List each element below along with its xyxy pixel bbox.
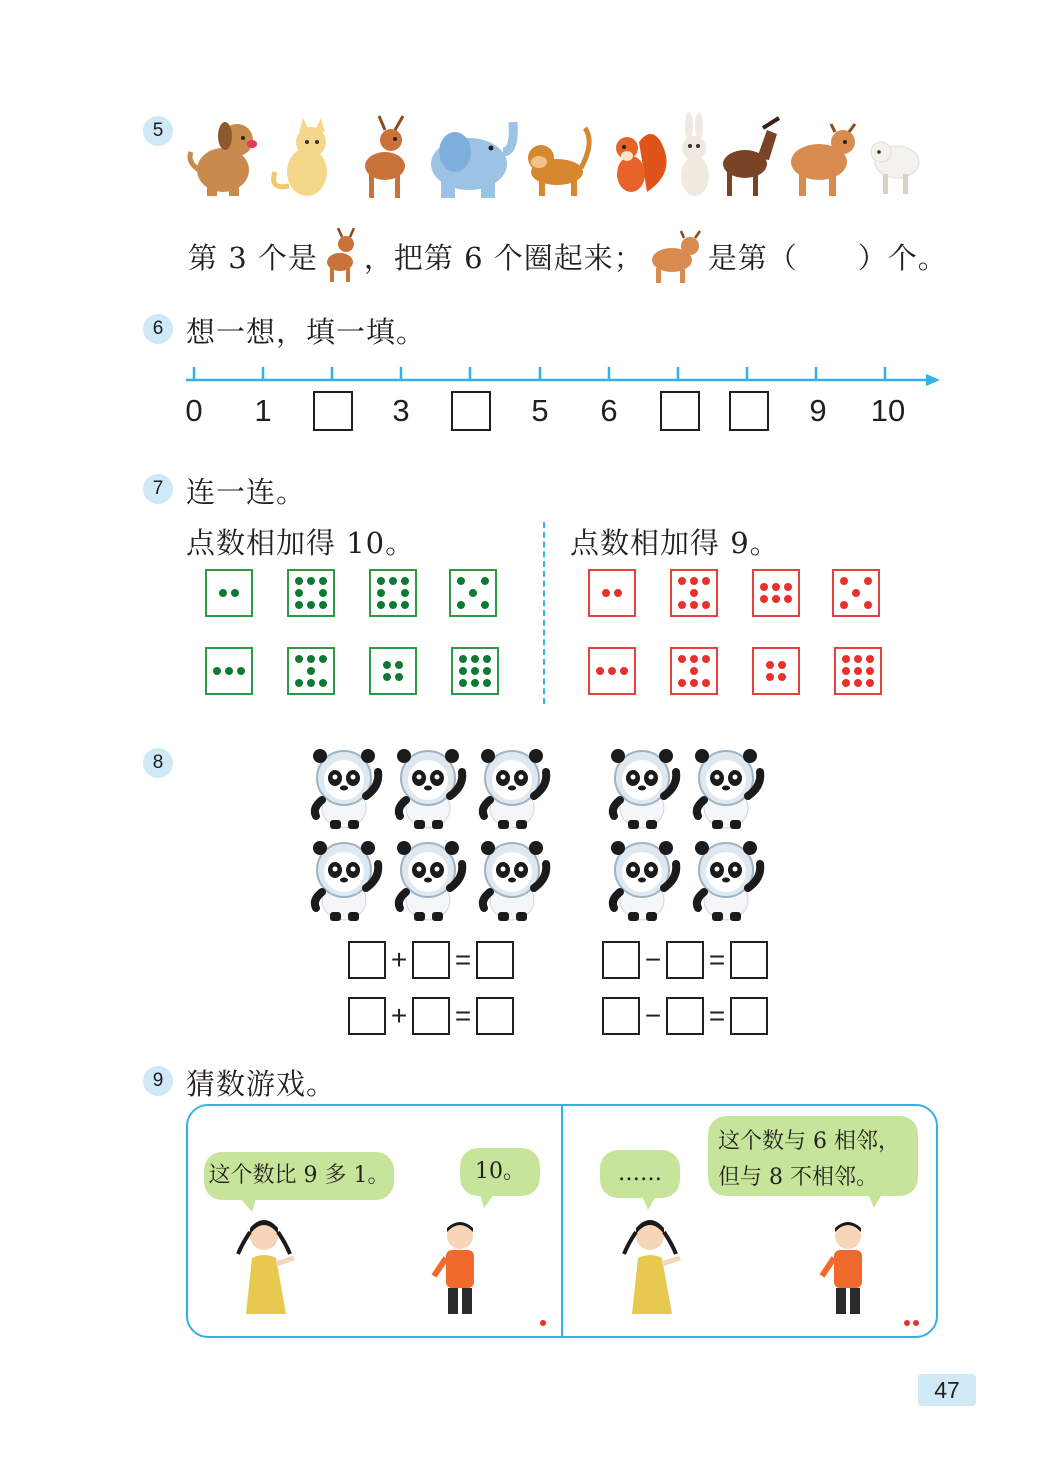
dice-pip bbox=[690, 679, 698, 687]
answer-box[interactable] bbox=[412, 941, 450, 979]
tick-label-9: 9 bbox=[809, 393, 827, 428]
dice-pip bbox=[469, 589, 477, 597]
die-red[interactable] bbox=[752, 569, 800, 617]
blank-box[interactable] bbox=[729, 391, 769, 431]
panda-mascot bbox=[306, 746, 386, 834]
subtraction-equation bbox=[602, 997, 768, 1035]
dice-pip bbox=[377, 589, 385, 597]
dice-pip bbox=[401, 577, 409, 585]
dice-pip bbox=[866, 667, 874, 675]
tick-label-0: 0 bbox=[185, 393, 203, 428]
dice-pip bbox=[864, 577, 872, 585]
dice-pip bbox=[772, 595, 780, 603]
cow-icon bbox=[648, 228, 704, 284]
dice-pips bbox=[754, 571, 798, 615]
dice-pip bbox=[678, 679, 686, 687]
dice-pip bbox=[702, 679, 710, 687]
die-red[interactable] bbox=[670, 569, 718, 617]
panda-mascot-icon bbox=[390, 746, 470, 830]
squirrel-icon bbox=[616, 134, 667, 192]
dice-pip bbox=[842, 679, 850, 687]
girl-icon bbox=[614, 1214, 688, 1318]
dice-pip bbox=[842, 655, 850, 663]
panda-mascot bbox=[306, 838, 386, 926]
dice-pip bbox=[866, 679, 874, 687]
panda-mascot-icon bbox=[688, 746, 768, 830]
dice-pip bbox=[395, 661, 403, 669]
dice-pip bbox=[772, 583, 780, 591]
dice-pips bbox=[289, 571, 333, 615]
tick-label-5: 5 bbox=[531, 393, 549, 428]
dice-pip bbox=[483, 667, 491, 675]
subtraction-equation bbox=[602, 941, 768, 979]
dice-pip bbox=[225, 667, 233, 675]
dice-pips bbox=[371, 649, 415, 693]
dice-pip bbox=[457, 601, 465, 609]
dice-pip bbox=[319, 589, 327, 597]
cat-icon bbox=[274, 118, 327, 196]
dice-pip bbox=[383, 673, 391, 681]
dice-pip bbox=[854, 679, 862, 687]
answer-box[interactable] bbox=[666, 997, 704, 1035]
dice-pip bbox=[483, 655, 491, 663]
die-red[interactable] bbox=[752, 647, 800, 695]
question-number-6: 6 bbox=[143, 314, 173, 344]
cow-icon bbox=[791, 124, 855, 196]
speech-bubble-girl bbox=[204, 1152, 394, 1200]
dice-pips bbox=[834, 571, 878, 615]
girl-speech-text: 这个数比 9 多 1。 bbox=[208, 1163, 390, 1188]
dice-pip bbox=[231, 589, 239, 597]
number-line bbox=[180, 364, 950, 394]
answer-box[interactable] bbox=[730, 997, 768, 1035]
dice-pip bbox=[401, 601, 409, 609]
plus-sign: + bbox=[390, 944, 408, 975]
panda-mascot bbox=[474, 746, 554, 834]
dice-pips bbox=[754, 649, 798, 693]
blank-box[interactable] bbox=[660, 391, 700, 431]
dice-pip bbox=[459, 655, 467, 663]
dice-pip bbox=[307, 577, 315, 585]
die-red[interactable] bbox=[832, 569, 880, 617]
dice-pip bbox=[690, 589, 698, 597]
dog-icon bbox=[190, 122, 257, 196]
die-green[interactable] bbox=[205, 569, 253, 617]
dice-pip bbox=[766, 673, 774, 681]
question-number-7: 7 bbox=[143, 474, 173, 504]
dice-pip bbox=[608, 667, 616, 675]
panda-mascot bbox=[390, 746, 470, 834]
equals-sign: = bbox=[708, 944, 726, 975]
dice-pip bbox=[778, 661, 786, 669]
die-green[interactable] bbox=[287, 647, 335, 695]
dice-pip bbox=[383, 661, 391, 669]
equals-sign: = bbox=[454, 944, 472, 975]
dice-pip bbox=[784, 583, 792, 591]
panda-mascot bbox=[688, 746, 768, 834]
dice-pip bbox=[389, 601, 397, 609]
elephant-icon bbox=[431, 122, 513, 198]
dice-pip bbox=[401, 589, 409, 597]
minus-sign: − bbox=[644, 1000, 662, 1031]
boy-icon bbox=[428, 1218, 492, 1318]
addition-equation bbox=[348, 941, 514, 979]
dice-pip bbox=[459, 679, 467, 687]
answer-box[interactable] bbox=[476, 941, 514, 979]
answer-box[interactable] bbox=[666, 941, 704, 979]
animal-row bbox=[185, 112, 945, 204]
question-number-9: 9 bbox=[143, 1066, 173, 1096]
deer-icon bbox=[365, 116, 405, 198]
dice-pip bbox=[596, 667, 604, 675]
dice-pip bbox=[307, 667, 315, 675]
dice-pip bbox=[471, 679, 479, 687]
dice-pip bbox=[237, 667, 245, 675]
dice-pip bbox=[866, 655, 874, 663]
dice-pip bbox=[702, 655, 710, 663]
tick-label-1: 1 bbox=[254, 393, 272, 428]
dice-pip bbox=[614, 589, 622, 597]
dice-pip bbox=[319, 577, 327, 585]
dice-pips bbox=[451, 571, 495, 615]
speech-bubble-boy bbox=[708, 1116, 918, 1196]
dice-pip bbox=[784, 595, 792, 603]
answer-box[interactable] bbox=[730, 941, 768, 979]
dice-pips bbox=[371, 571, 415, 615]
dice-pip bbox=[219, 589, 227, 597]
die-green[interactable] bbox=[451, 647, 499, 695]
dice-pips bbox=[672, 649, 716, 693]
bubble-tail bbox=[478, 1194, 496, 1210]
deer-icon bbox=[320, 228, 362, 284]
dice-pip bbox=[678, 655, 686, 663]
dice-pip bbox=[377, 577, 385, 585]
bubble-tail bbox=[238, 1198, 258, 1214]
panda-mascot-icon bbox=[688, 838, 768, 922]
panda-mascot-icon bbox=[390, 838, 470, 922]
dice-pips bbox=[590, 649, 634, 693]
q5-text-part1: 第 3 个是 bbox=[188, 240, 318, 275]
dice-pip bbox=[483, 679, 491, 687]
dice-pip bbox=[377, 601, 385, 609]
dice-pips bbox=[289, 649, 333, 693]
panda-mascot bbox=[604, 746, 684, 834]
red-dot-marker bbox=[538, 1318, 548, 1328]
dice-pip bbox=[864, 601, 872, 609]
dice-pip bbox=[854, 667, 862, 675]
dice-pip bbox=[319, 601, 327, 609]
die-red[interactable] bbox=[588, 569, 636, 617]
divider-dashed bbox=[543, 522, 545, 704]
mascot-group-right bbox=[604, 746, 776, 926]
rabbit-icon bbox=[681, 112, 709, 196]
dice-pip bbox=[840, 601, 848, 609]
dice-pip bbox=[760, 595, 768, 603]
dice-pip bbox=[842, 667, 850, 675]
dice-pip bbox=[620, 667, 628, 675]
dice-pips bbox=[672, 571, 716, 615]
dice-pips bbox=[590, 571, 634, 615]
boy-speech-text: 10。 bbox=[475, 1159, 525, 1184]
speech-bubble-girl bbox=[600, 1150, 680, 1198]
panda-mascot bbox=[604, 838, 684, 926]
die-green[interactable] bbox=[449, 569, 497, 617]
dice-pip bbox=[395, 673, 403, 681]
dice-pip bbox=[295, 601, 303, 609]
dice-pip bbox=[840, 577, 848, 585]
right-heading: 点数相加得 9。 bbox=[570, 526, 780, 560]
monkey-icon bbox=[528, 128, 589, 196]
dice-pip bbox=[459, 667, 467, 675]
panda-mascot bbox=[474, 838, 554, 926]
tick-label-10: 10 bbox=[870, 393, 906, 428]
die-red[interactable] bbox=[834, 647, 882, 695]
dice-pip bbox=[760, 583, 768, 591]
sheep-icon bbox=[871, 142, 919, 194]
dice-pip bbox=[389, 577, 397, 585]
tick-label-6: 6 bbox=[600, 393, 618, 428]
dice-pip bbox=[295, 679, 303, 687]
dice-pip bbox=[295, 655, 303, 663]
panda-mascot-icon bbox=[306, 838, 386, 922]
dice-pip bbox=[690, 655, 698, 663]
answer-box[interactable] bbox=[476, 997, 514, 1035]
speech-bubble-boy bbox=[460, 1148, 540, 1196]
dice-pip bbox=[213, 667, 221, 675]
dice-pip bbox=[295, 589, 303, 597]
page-number: 47 bbox=[918, 1374, 976, 1406]
die-green[interactable] bbox=[287, 569, 335, 617]
dice-pip bbox=[854, 655, 862, 663]
dice-pip bbox=[319, 679, 327, 687]
red-dot-marker bbox=[902, 1318, 922, 1328]
panda-mascot-icon bbox=[474, 838, 554, 922]
q5-text-part3: 是第（ ）个。 bbox=[707, 240, 948, 275]
answer-box[interactable] bbox=[348, 941, 386, 979]
bubble-tail bbox=[866, 1194, 884, 1210]
answer-box[interactable] bbox=[412, 997, 450, 1035]
dice-pip bbox=[690, 601, 698, 609]
dice-pip bbox=[471, 667, 479, 675]
boy-speech-line1: 这个数与 6 相邻， bbox=[718, 1129, 900, 1154]
equals-sign: = bbox=[708, 1000, 726, 1031]
dice-pips bbox=[207, 649, 251, 693]
die-green[interactable] bbox=[369, 569, 417, 617]
q9-title: 猜数游戏。 bbox=[186, 1067, 337, 1101]
dice-pip bbox=[678, 601, 686, 609]
q5-sentence bbox=[188, 228, 948, 284]
dice-pip bbox=[678, 577, 686, 585]
die-green[interactable] bbox=[369, 647, 417, 695]
dice-pip bbox=[690, 667, 698, 675]
left-heading: 点数相加得 10。 bbox=[186, 526, 416, 560]
minus-sign: − bbox=[644, 944, 662, 975]
equals-sign: = bbox=[454, 1000, 472, 1031]
dice-pip bbox=[295, 577, 303, 585]
mascot-group-left bbox=[306, 746, 562, 926]
die-red[interactable] bbox=[588, 647, 636, 695]
answer-box[interactable] bbox=[602, 997, 640, 1035]
blank-box[interactable] bbox=[451, 391, 491, 431]
panda-mascot-icon bbox=[604, 746, 684, 830]
dice-pip bbox=[852, 589, 860, 597]
dice-pip bbox=[702, 577, 710, 585]
answer-box[interactable] bbox=[602, 941, 640, 979]
dice-pip bbox=[702, 601, 710, 609]
q7-title: 连一连。 bbox=[186, 475, 307, 509]
die-green[interactable] bbox=[205, 647, 253, 695]
tick-label-3: 3 bbox=[392, 393, 410, 428]
panda-mascot-icon bbox=[604, 838, 684, 922]
dice-pip bbox=[690, 577, 698, 585]
dice-pip bbox=[602, 589, 610, 597]
q6-title: 想一想，填一填。 bbox=[186, 315, 427, 349]
girl-speech-text: …… bbox=[618, 1161, 662, 1186]
dice-pips bbox=[836, 649, 880, 693]
answer-box[interactable] bbox=[348, 997, 386, 1035]
dice-pip bbox=[307, 601, 315, 609]
dice-pips bbox=[207, 571, 251, 615]
question-number-5: 5 bbox=[143, 116, 173, 146]
dice-pip bbox=[471, 655, 479, 663]
boy-speech-line2: 但与 8 不相邻。 bbox=[718, 1165, 878, 1190]
boy-icon bbox=[816, 1218, 880, 1318]
dice-pip bbox=[457, 577, 465, 585]
question-number-8: 8 bbox=[143, 748, 173, 778]
plus-sign: + bbox=[390, 1000, 408, 1031]
die-red[interactable] bbox=[670, 647, 718, 695]
panda-mascot bbox=[390, 838, 470, 926]
dice-pip bbox=[319, 655, 327, 663]
bubble-tail bbox=[640, 1196, 658, 1212]
dice-pip bbox=[766, 661, 774, 669]
dice-pip bbox=[307, 655, 315, 663]
q5-text-part2: ，把第 6 个圈起来； bbox=[363, 240, 644, 275]
panda-mascot-icon bbox=[306, 746, 386, 830]
girl-icon bbox=[228, 1214, 302, 1318]
panda-mascot bbox=[688, 838, 768, 926]
horse-icon bbox=[723, 118, 779, 196]
dice-pip bbox=[307, 679, 315, 687]
dice-pips bbox=[453, 649, 497, 693]
dice-pip bbox=[481, 577, 489, 585]
addition-equation bbox=[348, 997, 514, 1035]
dice-pip bbox=[778, 673, 786, 681]
panel-divider bbox=[561, 1105, 563, 1337]
panda-mascot-icon bbox=[474, 746, 554, 830]
blank-box[interactable] bbox=[313, 391, 353, 431]
dice-pip bbox=[481, 601, 489, 609]
